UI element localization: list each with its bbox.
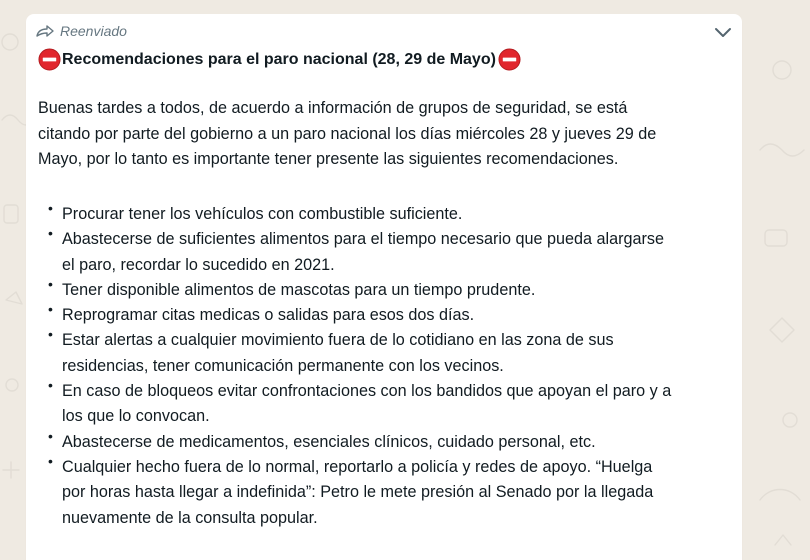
bullet: • [48, 326, 53, 343]
list-item [48, 227, 738, 278]
list-item-line: Cualquier hecho fuera de lo normal, reportarlo a policía y redes de apoyo. “Huelga [62, 457, 653, 476]
list-item [48, 275, 738, 303]
list-item [48, 427, 738, 455]
no-entry-emoji-icon [498, 48, 521, 71]
intro-paragraph [38, 96, 728, 173]
no-entry-emoji-icon [38, 48, 61, 71]
list-item-line: En caso de bloqueos evitar confrontaciones con los bandidos que apoyan el paro y a [62, 382, 672, 401]
bullet: • [48, 200, 53, 216]
list-item-line: Procurar tener los vehículos con combustible suficiente. [62, 205, 463, 223]
list-item-line: residencias, tener comunicación permanente con los vecinos. [62, 356, 504, 375]
list-item [48, 202, 738, 227]
list-item-line: por horas hasta llegar a indefinida”: Petro le mete presión al Senado por la llegada [62, 483, 654, 502]
list-item-line: Tener disponible alimentos de mascotas para un tiempo prudente. [62, 280, 536, 299]
list-item-line: Reprogramar citas medicas o salidas para esos dos días. [62, 306, 475, 325]
list-item-line: el paro, recordar lo sucedido en 2021. [62, 255, 335, 274]
message-bubble[interactable] [26, 14, 742, 560]
list-item [48, 303, 738, 328]
list-item [48, 328, 738, 379]
list-item-line: Abastecerse de medicamentos, esenciales clínicos, cuidado personal, etc. [62, 432, 596, 451]
bullet: • [48, 301, 53, 318]
list-item-line: nuevamente de la consulta popular. [62, 508, 318, 527]
bullet: • [48, 225, 53, 242]
intro-line: Buenas tardes a todos, de acuerdo a información de grupos de seguridad, se está [38, 99, 628, 117]
intro-line: Mayo, por lo tanto es importante tener presente las siguientes recomendaciones. [38, 150, 619, 169]
list-item-line: los que lo convocan. [62, 407, 210, 426]
title-text: Recomendaciones para el paro nacional (28, 29 de Mayo) [62, 50, 496, 68]
list-item-line: Abastecerse de suficientes alimentos para el tiempo necesario que pueda alargarse [62, 230, 664, 249]
list-item [48, 452, 738, 531]
list-item-line: Estar alertas a cualquier movimiento fuera de lo cotidiano en las zona de sus [62, 331, 614, 350]
intro-line: citando por parte del gobierno a un paro nacional los días miércoles 28 y jueves 29 de [38, 124, 657, 143]
bullet: • [48, 275, 53, 292]
chevron-down-icon[interactable] [714, 27, 732, 39]
recommendations-list [48, 202, 738, 531]
forwarded-label: Reenviado [60, 23, 127, 39]
forward-arrow-icon [36, 25, 54, 37]
bullet: • [48, 377, 53, 394]
bullet: • [48, 427, 53, 444]
list-item [48, 379, 738, 430]
message-title [38, 48, 521, 71]
forwarded-indicator [36, 23, 127, 39]
bullet: • [48, 452, 53, 469]
